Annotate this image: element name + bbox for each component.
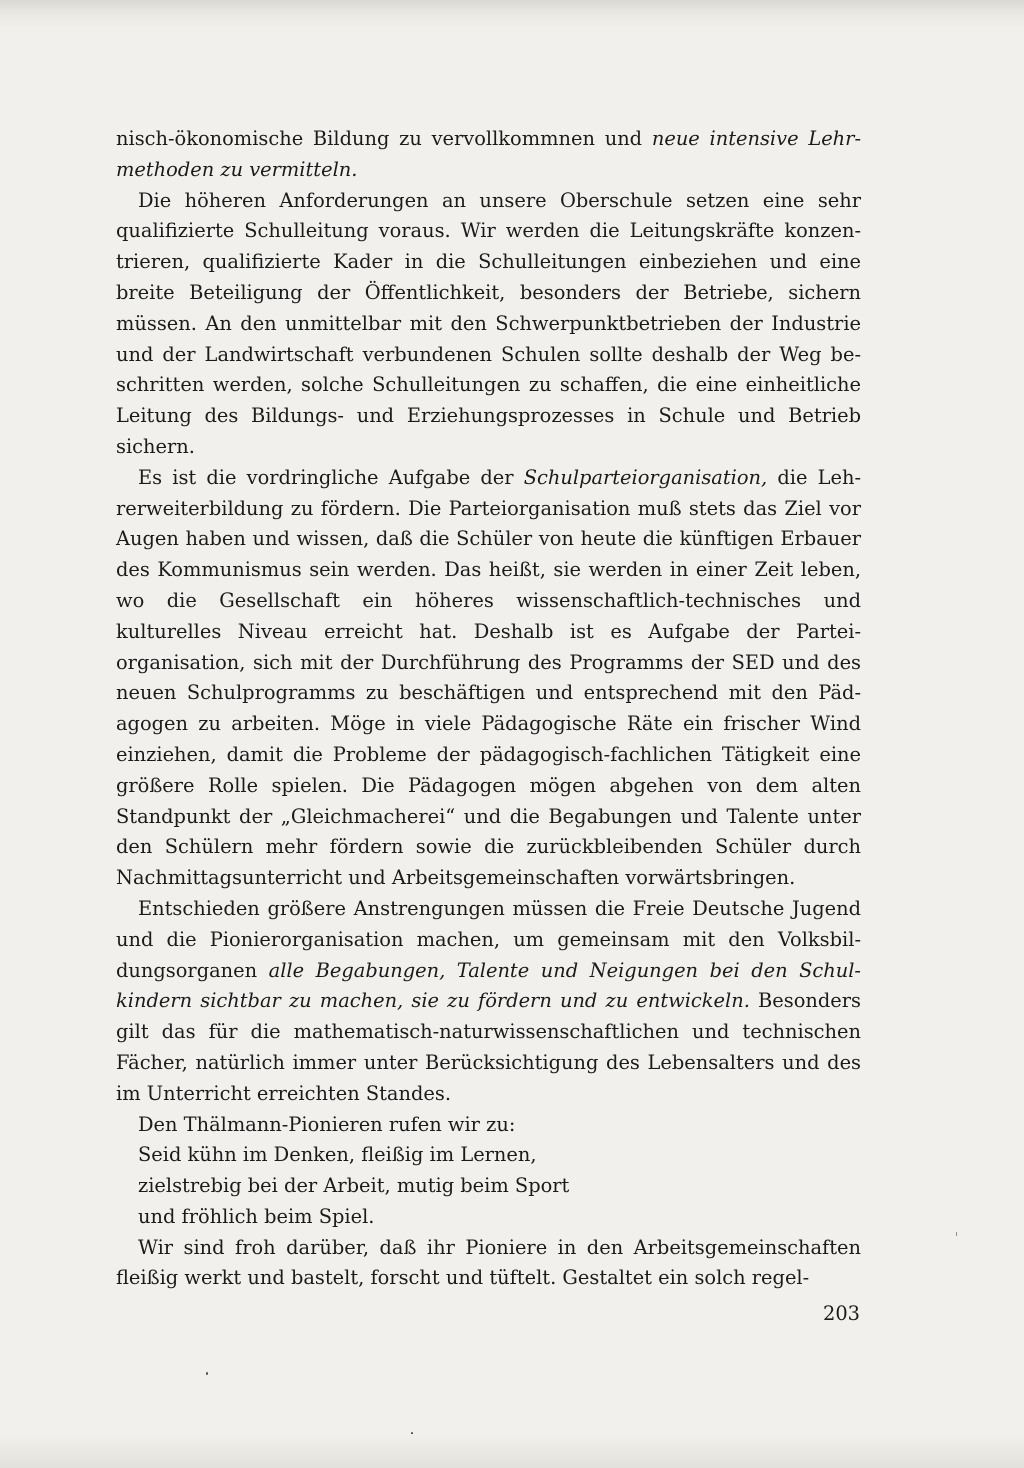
body-text <box>116 124 861 1294</box>
segment: Besonders gilt das für die mathematisch-naturwissenschaftlichen und technischen Fächer, natürlich immer unter Berücksichtigung des Lebensalters und des im Unterricht erreichten Standes. <box>116 989 861 1105</box>
paragraph-closing <box>116 1233 861 1295</box>
scan-speck <box>206 1372 208 1375</box>
paragraph-2 <box>116 186 861 463</box>
scan-speck <box>956 1232 957 1236</box>
segment: Wir sind froh darüber, daß ihr Pioniere in den Arbeitsgemeinschaften fleißig werkt und bastelt, forscht und tüftelt. Gestaltet ein solch regel- <box>116 1235 861 1290</box>
verse-block <box>116 1110 861 1233</box>
page-number: 203 <box>822 1302 860 1325</box>
verse-line-1: Den Thälmann-Pionieren rufen wir zu: <box>138 1112 516 1136</box>
verse-line-3: zielstrebig bei der Arbeit, mutig beim Sport <box>138 1174 570 1198</box>
segment-italic: alle Begabungen, Talente und Neigungen bei den Schulkindern sichtbar zu machen, sie zu fördern und zu entwickeln. <box>116 958 861 1013</box>
scan-edge-top <box>0 0 1024 28</box>
segment-italic: neue intensive Lehrmethoden zu vermitteln. <box>116 127 861 181</box>
verse-line-4: und fröhlich beim Spiel. <box>138 1204 375 1228</box>
segment: nisch-ökonomische Bildung zu vervollkommnen und <box>116 127 652 150</box>
verse-line-2: Seid kühn im Denken, fleißig im Lernen, <box>138 1143 537 1167</box>
segment: Entschieden größere Anstrengungen müssen die Freie Deutsche Jugend und die Pionierorganisation machen, um gemeinsam mit den Volksbildungsorganen <box>116 896 861 982</box>
segment: Es ist die vordringliche Aufgabe der <box>138 465 524 489</box>
segment: die Lehrerweiterbildung zu fördern. Die Parteiorganisation muß stets das Ziel vor Augen haben und wissen, daß die Schüler von heute die künftigen Erbauer des Kommunismus sein werden. Das heißt, sie werden in einer Zeit leben, wo die Gesellschaft ein höheres wissenschaftlich-technisches und kulturelles Niveau erreicht hat. Deshalb ist es Aufgabe der Parteiorganisation, sich mit der Durchführung des Programms der SED und des neuen Schulprogramms zu beschäftigen und entsprechend mit den Pädagogen zu arbeiten. Möge in viele Pädagogische Räte ein frischer Wind einziehen, damit die Probleme der pädagogisch-fachlichen Tätigkeit eine größere Rolle spielen. Die Pädagogen mögen abgehen von dem alten Standpunkt der „Gleichmacherei“ und die Begabungen und Talente unter den Schülern mehr fördern sowie die zurückbleibenden Schüler durch Nachmittagsunterricht und Arbeitsgemeinschaften vorwärtsbringen. <box>116 465 861 890</box>
paragraph-1 <box>116 124 861 186</box>
segment-italic: Schulparteiorganisation, <box>523 465 768 489</box>
paragraph-4 <box>116 894 861 1110</box>
segment: Die höheren Anforderungen an unsere Oberschule setzen eine sehr qualifizierte Schulleitung voraus. Wir werden die Leitungskräfte konzentrieren, qualifizierte Kader in die Schulleitungen einbeziehen und eine breite Beteiligung der Öffentlichkeit, besonders der Betriebe, sichern müssen. An den unmittelbar mit den Schwerpunktbetrieben der Industrie und der Landwirtschaft verbundenen Schulen sollte deshalb der Weg beschritten werden, solche Schulleitungen zu schaffen, die eine einheitliche Leitung des Bildungs- und Erziehungsprozesses in Schule und Betrieb sichern. <box>116 188 861 458</box>
paragraph-3 <box>116 463 861 894</box>
scan-edge-bottom <box>0 1434 1024 1468</box>
